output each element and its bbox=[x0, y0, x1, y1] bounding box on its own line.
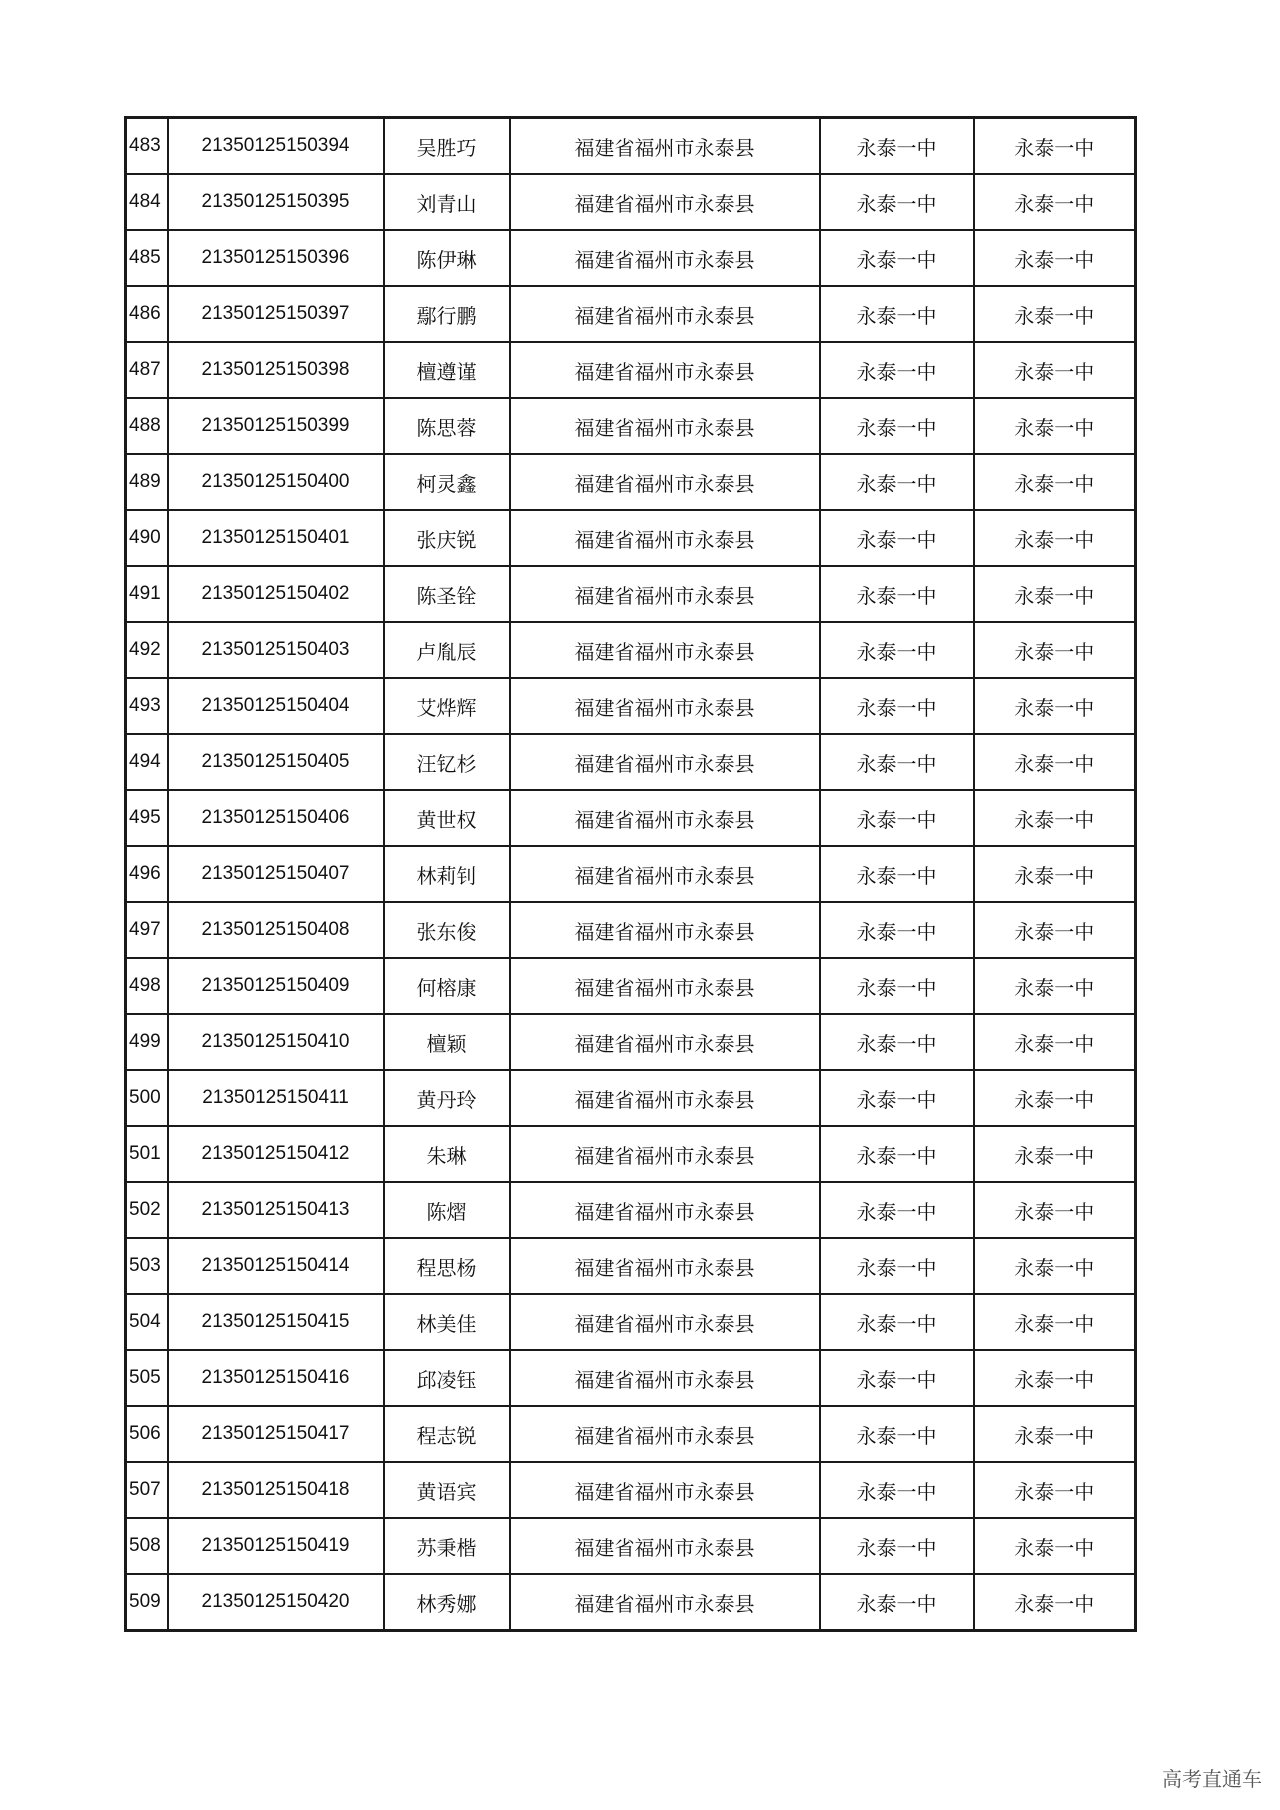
cell-exam-id: 21350125150404 bbox=[168, 678, 384, 734]
cell-student-name: 何榕康 bbox=[384, 958, 510, 1014]
cell-unit: 永泰一中 bbox=[974, 286, 1136, 342]
table-row bbox=[126, 1574, 1136, 1631]
cell-region: 福建省福州市永泰县 bbox=[510, 734, 820, 790]
cell-region: 福建省福州市永泰县 bbox=[510, 902, 820, 958]
cell-unit: 永泰一中 bbox=[974, 1238, 1136, 1294]
cell-exam-id: 21350125150413 bbox=[168, 1182, 384, 1238]
cell-exam-id: 21350125150401 bbox=[168, 510, 384, 566]
table-row bbox=[126, 678, 1136, 734]
cell-unit: 永泰一中 bbox=[974, 1406, 1136, 1462]
cell-unit: 永泰一中 bbox=[974, 790, 1136, 846]
cell-exam-id: 21350125150416 bbox=[168, 1350, 384, 1406]
watermark: 高考直通车 bbox=[1162, 1767, 1262, 1791]
table-row bbox=[126, 566, 1136, 622]
cell-school: 永泰一中 bbox=[820, 1294, 974, 1350]
cell-student-name: 苏秉楷 bbox=[384, 1518, 510, 1574]
cell-row-number: 507 bbox=[126, 1462, 168, 1518]
table-row bbox=[126, 1238, 1136, 1294]
cell-exam-id: 21350125150409 bbox=[168, 958, 384, 1014]
cell-exam-id: 21350125150399 bbox=[168, 398, 384, 454]
cell-exam-id: 21350125150407 bbox=[168, 846, 384, 902]
cell-student-name: 张东俊 bbox=[384, 902, 510, 958]
cell-row-number: 501 bbox=[126, 1126, 168, 1182]
cell-student-name: 柯灵鑫 bbox=[384, 454, 510, 510]
cell-row-number: 506 bbox=[126, 1406, 168, 1462]
cell-row-number: 486 bbox=[126, 286, 168, 342]
cell-student-name: 檀颖 bbox=[384, 1014, 510, 1070]
cell-unit: 永泰一中 bbox=[974, 1182, 1136, 1238]
table-row bbox=[126, 398, 1136, 454]
cell-school: 永泰一中 bbox=[820, 1070, 974, 1126]
cell-student-name: 鄢行鹏 bbox=[384, 286, 510, 342]
cell-student-name: 黄语宾 bbox=[384, 1462, 510, 1518]
cell-row-number: 485 bbox=[126, 230, 168, 286]
table-row bbox=[126, 1462, 1136, 1518]
cell-exam-id: 21350125150397 bbox=[168, 286, 384, 342]
cell-row-number: 493 bbox=[126, 678, 168, 734]
cell-school: 永泰一中 bbox=[820, 454, 974, 510]
cell-region: 福建省福州市永泰县 bbox=[510, 1126, 820, 1182]
cell-student-name: 艾烨辉 bbox=[384, 678, 510, 734]
cell-exam-id: 21350125150396 bbox=[168, 230, 384, 286]
cell-student-name: 邱凌钰 bbox=[384, 1350, 510, 1406]
cell-row-number: 484 bbox=[126, 174, 168, 230]
cell-school: 永泰一中 bbox=[820, 1406, 974, 1462]
cell-region: 福建省福州市永泰县 bbox=[510, 1238, 820, 1294]
cell-student-name: 程思杨 bbox=[384, 1238, 510, 1294]
table-row bbox=[126, 1182, 1136, 1238]
cell-region: 福建省福州市永泰县 bbox=[510, 398, 820, 454]
cell-exam-id: 21350125150402 bbox=[168, 566, 384, 622]
cell-row-number: 494 bbox=[126, 734, 168, 790]
cell-region: 福建省福州市永泰县 bbox=[510, 1070, 820, 1126]
cell-region: 福建省福州市永泰县 bbox=[510, 1182, 820, 1238]
table-row bbox=[126, 790, 1136, 846]
cell-row-number: 490 bbox=[126, 510, 168, 566]
cell-region: 福建省福州市永泰县 bbox=[510, 1350, 820, 1406]
table-row bbox=[126, 174, 1136, 230]
cell-unit: 永泰一中 bbox=[974, 1462, 1136, 1518]
table-row bbox=[126, 342, 1136, 398]
table-row bbox=[126, 1406, 1136, 1462]
cell-school: 永泰一中 bbox=[820, 566, 974, 622]
table-row bbox=[126, 454, 1136, 510]
cell-school: 永泰一中 bbox=[820, 1182, 974, 1238]
table-row bbox=[126, 1350, 1136, 1406]
cell-unit: 永泰一中 bbox=[974, 398, 1136, 454]
cell-student-name: 刘青山 bbox=[384, 174, 510, 230]
cell-region: 福建省福州市永泰县 bbox=[510, 678, 820, 734]
cell-student-name: 卢胤辰 bbox=[384, 622, 510, 678]
cell-exam-id: 21350125150418 bbox=[168, 1462, 384, 1518]
cell-unit: 永泰一中 bbox=[974, 1014, 1136, 1070]
cell-row-number: 500 bbox=[126, 1070, 168, 1126]
cell-region: 福建省福州市永泰县 bbox=[510, 846, 820, 902]
cell-exam-id: 21350125150412 bbox=[168, 1126, 384, 1182]
cell-student-name: 朱琳 bbox=[384, 1126, 510, 1182]
cell-student-name: 程志锐 bbox=[384, 1406, 510, 1462]
cell-row-number: 505 bbox=[126, 1350, 168, 1406]
table-row bbox=[126, 1070, 1136, 1126]
cell-row-number: 495 bbox=[126, 790, 168, 846]
cell-student-name: 陈思蓉 bbox=[384, 398, 510, 454]
cell-exam-id: 21350125150415 bbox=[168, 1294, 384, 1350]
cell-exam-id: 21350125150417 bbox=[168, 1406, 384, 1462]
cell-row-number: 509 bbox=[126, 1574, 168, 1631]
cell-student-name: 陈熠 bbox=[384, 1182, 510, 1238]
cell-school: 永泰一中 bbox=[820, 1574, 974, 1631]
cell-student-name: 黄丹玲 bbox=[384, 1070, 510, 1126]
cell-school: 永泰一中 bbox=[820, 1126, 974, 1182]
cell-region: 福建省福州市永泰县 bbox=[510, 622, 820, 678]
cell-exam-id: 21350125150403 bbox=[168, 622, 384, 678]
table-row bbox=[126, 622, 1136, 678]
cell-unit: 永泰一中 bbox=[974, 958, 1136, 1014]
cell-unit: 永泰一中 bbox=[974, 454, 1136, 510]
cell-student-name: 汪钇杉 bbox=[384, 734, 510, 790]
table-row bbox=[126, 286, 1136, 342]
cell-exam-id: 21350125150408 bbox=[168, 902, 384, 958]
cell-school: 永泰一中 bbox=[820, 1350, 974, 1406]
cell-exam-id: 21350125150394 bbox=[168, 118, 384, 175]
cell-unit: 永泰一中 bbox=[974, 118, 1136, 175]
table-row bbox=[126, 902, 1136, 958]
table-row bbox=[126, 230, 1136, 286]
table-row bbox=[126, 1518, 1136, 1574]
cell-region: 福建省福州市永泰县 bbox=[510, 454, 820, 510]
cell-exam-id: 21350125150414 bbox=[168, 1238, 384, 1294]
roster-table-body bbox=[126, 118, 1136, 1631]
cell-student-name: 黄世权 bbox=[384, 790, 510, 846]
table-row bbox=[126, 734, 1136, 790]
cell-row-number: 502 bbox=[126, 1182, 168, 1238]
cell-unit: 永泰一中 bbox=[974, 734, 1136, 790]
cell-school: 永泰一中 bbox=[820, 678, 974, 734]
cell-unit: 永泰一中 bbox=[974, 1574, 1136, 1631]
table-row bbox=[126, 510, 1136, 566]
cell-region: 福建省福州市永泰县 bbox=[510, 1462, 820, 1518]
roster-sheet bbox=[124, 116, 1134, 1632]
cell-exam-id: 21350125150398 bbox=[168, 342, 384, 398]
cell-region: 福建省福州市永泰县 bbox=[510, 1014, 820, 1070]
cell-region: 福建省福州市永泰县 bbox=[510, 1294, 820, 1350]
cell-exam-id: 21350125150420 bbox=[168, 1574, 384, 1631]
cell-unit: 永泰一中 bbox=[974, 510, 1136, 566]
cell-region: 福建省福州市永泰县 bbox=[510, 230, 820, 286]
cell-school: 永泰一中 bbox=[820, 734, 974, 790]
cell-school: 永泰一中 bbox=[820, 230, 974, 286]
cell-row-number: 508 bbox=[126, 1518, 168, 1574]
cell-region: 福建省福州市永泰县 bbox=[510, 118, 820, 175]
cell-exam-id: 21350125150410 bbox=[168, 1014, 384, 1070]
cell-exam-id: 21350125150400 bbox=[168, 454, 384, 510]
cell-student-name: 陈圣铨 bbox=[384, 566, 510, 622]
cell-exam-id: 21350125150405 bbox=[168, 734, 384, 790]
table-row bbox=[126, 846, 1136, 902]
cell-row-number: 497 bbox=[126, 902, 168, 958]
cell-school: 永泰一中 bbox=[820, 286, 974, 342]
cell-unit: 永泰一中 bbox=[974, 902, 1136, 958]
cell-student-name: 林秀娜 bbox=[384, 1574, 510, 1631]
cell-school: 永泰一中 bbox=[820, 790, 974, 846]
roster-table bbox=[124, 116, 1137, 1632]
cell-region: 福建省福州市永泰县 bbox=[510, 566, 820, 622]
cell-row-number: 499 bbox=[126, 1014, 168, 1070]
cell-student-name: 林美佳 bbox=[384, 1294, 510, 1350]
cell-row-number: 503 bbox=[126, 1238, 168, 1294]
cell-region: 福建省福州市永泰县 bbox=[510, 174, 820, 230]
cell-row-number: 488 bbox=[126, 398, 168, 454]
cell-unit: 永泰一中 bbox=[974, 1126, 1136, 1182]
table-row bbox=[126, 1294, 1136, 1350]
cell-school: 永泰一中 bbox=[820, 118, 974, 175]
cell-unit: 永泰一中 bbox=[974, 174, 1136, 230]
cell-region: 福建省福州市永泰县 bbox=[510, 958, 820, 1014]
table-row bbox=[126, 1126, 1136, 1182]
cell-student-name: 张庆锐 bbox=[384, 510, 510, 566]
cell-student-name: 檀遵谨 bbox=[384, 342, 510, 398]
cell-exam-id: 21350125150419 bbox=[168, 1518, 384, 1574]
cell-row-number: 492 bbox=[126, 622, 168, 678]
cell-school: 永泰一中 bbox=[820, 174, 974, 230]
cell-region: 福建省福州市永泰县 bbox=[510, 1574, 820, 1631]
cell-school: 永泰一中 bbox=[820, 342, 974, 398]
table-row bbox=[126, 1014, 1136, 1070]
cell-student-name: 陈伊琳 bbox=[384, 230, 510, 286]
cell-unit: 永泰一中 bbox=[974, 1294, 1136, 1350]
table-row bbox=[126, 118, 1136, 175]
cell-row-number: 504 bbox=[126, 1294, 168, 1350]
cell-unit: 永泰一中 bbox=[974, 622, 1136, 678]
cell-unit: 永泰一中 bbox=[974, 1070, 1136, 1126]
cell-row-number: 483 bbox=[126, 118, 168, 175]
cell-row-number: 487 bbox=[126, 342, 168, 398]
cell-unit: 永泰一中 bbox=[974, 1350, 1136, 1406]
cell-exam-id: 21350125150411 bbox=[168, 1070, 384, 1126]
cell-row-number: 498 bbox=[126, 958, 168, 1014]
cell-unit: 永泰一中 bbox=[974, 678, 1136, 734]
cell-region: 福建省福州市永泰县 bbox=[510, 342, 820, 398]
cell-region: 福建省福州市永泰县 bbox=[510, 1518, 820, 1574]
cell-school: 永泰一中 bbox=[820, 1518, 974, 1574]
cell-school: 永泰一中 bbox=[820, 1462, 974, 1518]
cell-unit: 永泰一中 bbox=[974, 566, 1136, 622]
cell-unit: 永泰一中 bbox=[974, 846, 1136, 902]
cell-exam-id: 21350125150406 bbox=[168, 790, 384, 846]
cell-school: 永泰一中 bbox=[820, 1238, 974, 1294]
cell-region: 福建省福州市永泰县 bbox=[510, 510, 820, 566]
cell-region: 福建省福州市永泰县 bbox=[510, 286, 820, 342]
cell-school: 永泰一中 bbox=[820, 902, 974, 958]
cell-row-number: 491 bbox=[126, 566, 168, 622]
cell-student-name: 吴胜巧 bbox=[384, 118, 510, 175]
cell-student-name: 林莉钊 bbox=[384, 846, 510, 902]
cell-school: 永泰一中 bbox=[820, 846, 974, 902]
cell-unit: 永泰一中 bbox=[974, 1518, 1136, 1574]
cell-region: 福建省福州市永泰县 bbox=[510, 1406, 820, 1462]
cell-unit: 永泰一中 bbox=[974, 342, 1136, 398]
cell-region: 福建省福州市永泰县 bbox=[510, 790, 820, 846]
cell-exam-id: 21350125150395 bbox=[168, 174, 384, 230]
cell-school: 永泰一中 bbox=[820, 398, 974, 454]
cell-school: 永泰一中 bbox=[820, 958, 974, 1014]
cell-unit: 永泰一中 bbox=[974, 230, 1136, 286]
cell-school: 永泰一中 bbox=[820, 622, 974, 678]
cell-row-number: 496 bbox=[126, 846, 168, 902]
cell-school: 永泰一中 bbox=[820, 510, 974, 566]
table-row bbox=[126, 958, 1136, 1014]
cell-row-number: 489 bbox=[126, 454, 168, 510]
cell-school: 永泰一中 bbox=[820, 1014, 974, 1070]
